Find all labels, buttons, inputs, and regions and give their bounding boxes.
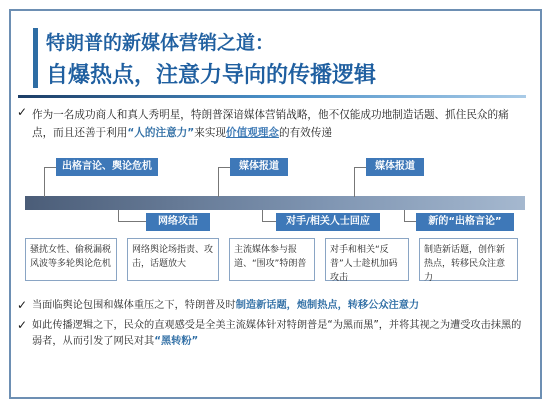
timeline-label-top-1: 出格言论、舆论危机 xyxy=(56,158,158,176)
connector-6 xyxy=(404,210,416,222)
check-icon: ✓ xyxy=(17,298,28,312)
timeline-bar xyxy=(25,196,525,210)
intro-paragraph xyxy=(32,106,512,142)
timeline-label-bottom-2: 对手/相关人士回应 xyxy=(276,213,380,231)
timeline-label-top-3: 媒体报道 xyxy=(366,158,424,176)
intro-text-c: 的有效传递 xyxy=(279,127,332,139)
check-icon: ✓ xyxy=(17,105,28,119)
connector-5 xyxy=(262,210,276,222)
connector-2 xyxy=(218,167,230,197)
event-box-1: 骚扰女性、偷税漏税风波等多轮舆论危机 xyxy=(25,238,117,281)
event-box-4: 对手和相关“反普”人士趁机加码攻击 xyxy=(325,238,409,281)
title-accent-bar xyxy=(33,28,38,88)
event-box-2: 网络舆论场指责、攻击，话题放大 xyxy=(127,238,219,281)
bullet-1-highlight: 制造新话题，炮制热点，转移公众注意力 xyxy=(235,300,420,311)
timeline-label-top-2: 媒体报道 xyxy=(230,158,288,176)
intro-highlight-attention: “人的注意力” xyxy=(127,127,195,139)
bullet-1 xyxy=(32,298,522,314)
bullet-2-text: 如此传播逻辑之下，民众的直观感受是全美主流媒体针对特朗普是“为黑而黑”，并将其视之为遭受攻击抹黑的弱者，从而引发了网民对其 xyxy=(32,320,522,347)
intro-text-b: 来实现 xyxy=(194,127,227,139)
timeline-label-bottom-3: 新的“出格言论” xyxy=(416,213,514,231)
event-box-5: 制造新话题，创作新热点，转移民众注意力 xyxy=(419,238,518,281)
event-box-3: 主流媒体参与报道、“围攻”特朗普 xyxy=(229,238,315,281)
title-line-2: 自爆热点，注意力导向的传播逻辑 xyxy=(46,63,377,88)
check-icon: ✓ xyxy=(17,318,28,332)
title-divider xyxy=(18,95,526,98)
intro-highlight-values: 价值观理念 xyxy=(226,127,279,139)
connector-1 xyxy=(44,167,56,197)
bullet-1-text: 当面临舆论包围和媒体重压之下，特朗普及时 xyxy=(32,300,236,311)
bullet-2 xyxy=(32,318,524,350)
connector-3 xyxy=(354,167,366,197)
bullet-2-highlight: “黑转粉” xyxy=(154,336,199,347)
title-line-1: 特朗普的新媒体营销之道： xyxy=(46,32,275,54)
connector-4 xyxy=(118,210,146,222)
intro-text-a: 作为一名成功商人和真人秀明星，特朗普深谙媒体营销战略，他不仅能成功地制造话题、抓住民众的痛点，而且还善于利用 xyxy=(32,109,509,139)
timeline-label-bottom-1: 网络攻击 xyxy=(146,213,210,231)
